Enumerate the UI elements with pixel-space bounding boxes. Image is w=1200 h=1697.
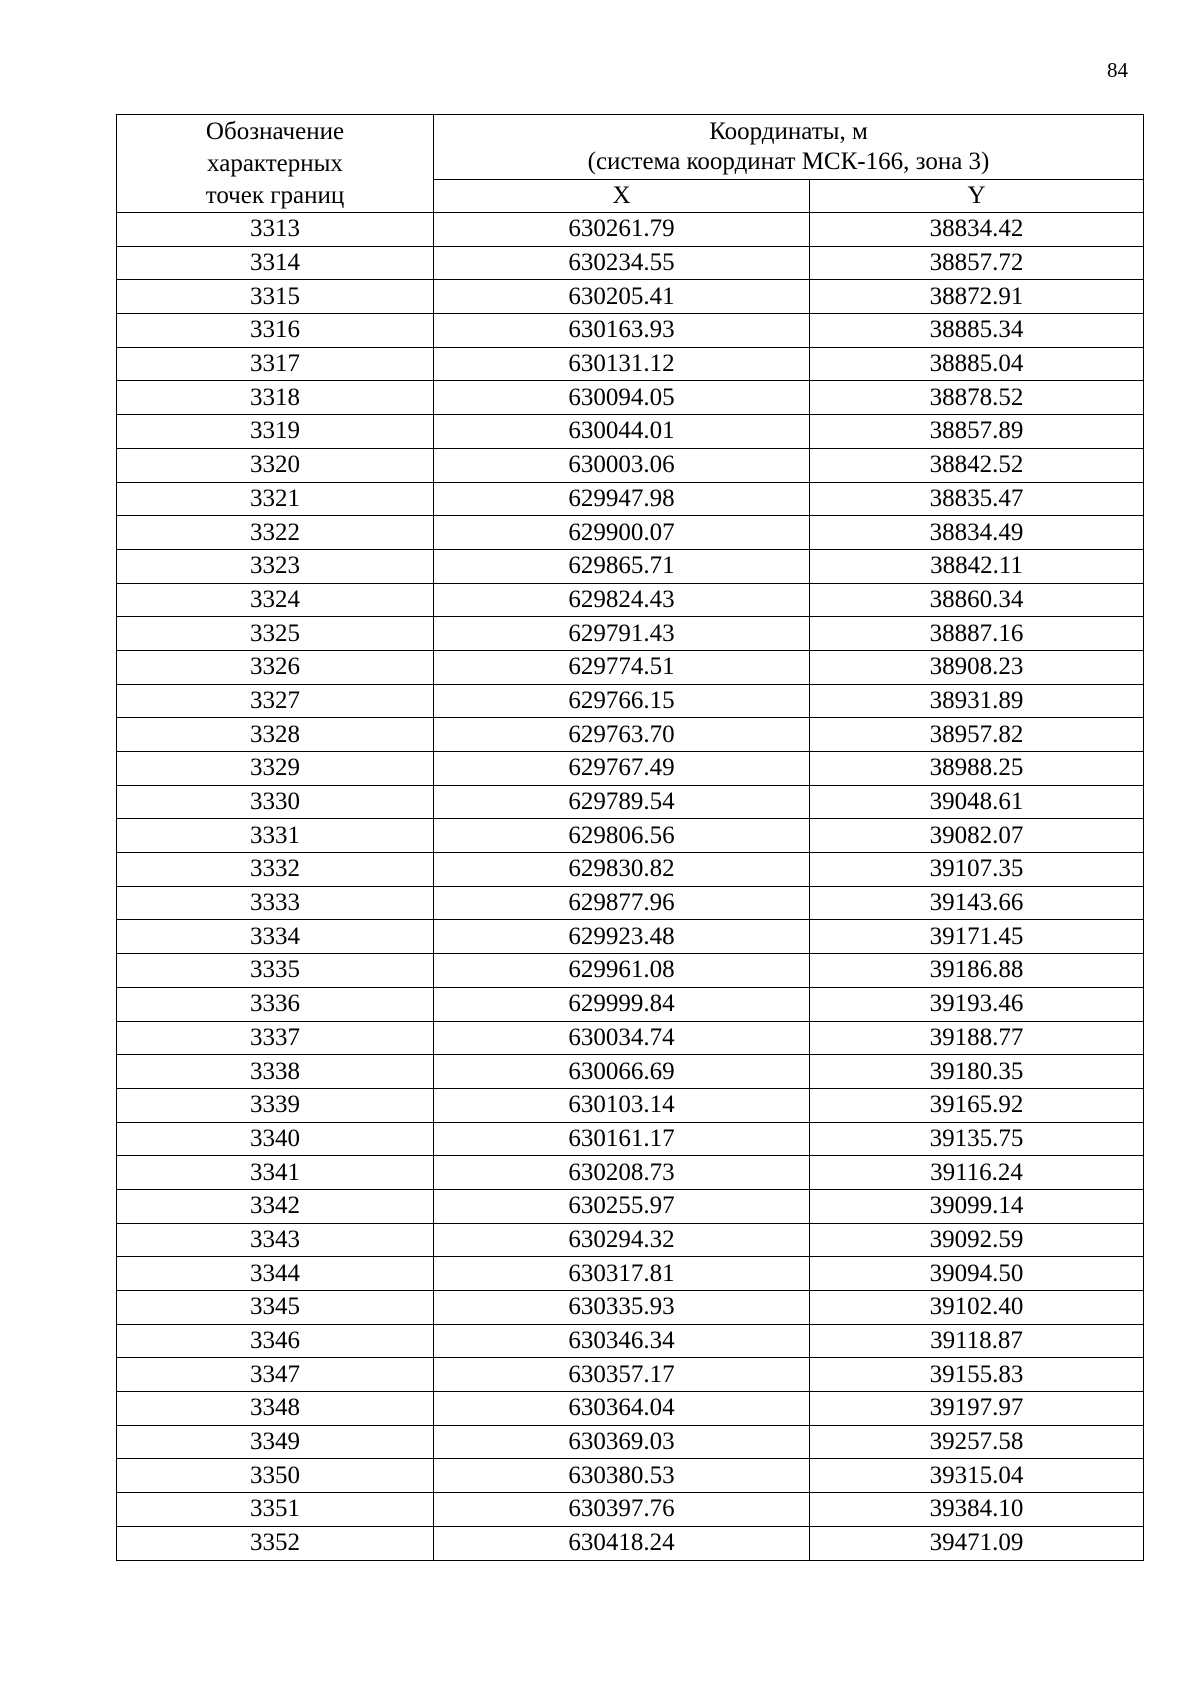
y-coordinate-cell: 39257.58: [810, 1425, 1144, 1459]
y-coordinate-cell: 39165.92: [810, 1088, 1144, 1122]
point-id-cell: 3316: [117, 314, 434, 348]
table-header: [117, 115, 1144, 213]
x-coordinate-cell: 630066.69: [434, 1055, 810, 1089]
table-row: [117, 280, 1144, 314]
x-coordinate-cell: 630294.32: [434, 1223, 810, 1257]
y-coordinate-cell: 38860.34: [810, 583, 1144, 617]
y-coordinate-cell: 38842.11: [810, 549, 1144, 583]
x-coordinate-cell: 629865.71: [434, 549, 810, 583]
table-row: [117, 1526, 1144, 1560]
table-row: [117, 583, 1144, 617]
coordinates-table: [116, 114, 1144, 1561]
point-id-cell: 3315: [117, 280, 434, 314]
x-coordinate-cell: 630418.24: [434, 1526, 810, 1560]
x-coordinate-cell: 630234.55: [434, 246, 810, 280]
x-coordinate-cell: 630369.03: [434, 1425, 810, 1459]
coordinates-header-line-2: (система координат МСК-166, зона 3): [587, 148, 990, 175]
point-id-cell: 3333: [117, 886, 434, 920]
y-coordinate-cell: 39197.97: [810, 1392, 1144, 1426]
point-id-cell: 3327: [117, 684, 434, 718]
table-row: [117, 516, 1144, 550]
x-coordinate-cell: 630034.74: [434, 1021, 810, 1055]
point-id-cell: 3334: [117, 920, 434, 954]
y-coordinate-cell: 39315.04: [810, 1459, 1144, 1493]
point-id-cell: 3330: [117, 785, 434, 819]
point-id-cell: 3332: [117, 853, 434, 887]
y-coordinate-cell: 39171.45: [810, 920, 1144, 954]
table-row: [117, 886, 1144, 920]
table-row: [117, 1156, 1144, 1190]
y-coordinate-cell: 39107.35: [810, 853, 1144, 887]
point-designation-header: [117, 115, 434, 213]
x-coordinate-cell: 629806.56: [434, 819, 810, 853]
y-coordinate-cell: 38834.49: [810, 516, 1144, 550]
x-coordinate-cell: 629789.54: [434, 785, 810, 819]
page-number: 84: [1107, 58, 1128, 82]
x-coordinate-cell: 629947.98: [434, 482, 810, 516]
x-coordinate-cell: 629830.82: [434, 853, 810, 887]
x-coordinate-cell: 629961.08: [434, 954, 810, 988]
header-row-top: [117, 115, 1144, 180]
table-row: [117, 1021, 1144, 1055]
x-coordinate-cell: 630094.05: [434, 381, 810, 415]
y-coordinate-cell: 38887.16: [810, 617, 1144, 651]
x-coordinate-cell: 630255.97: [434, 1189, 810, 1223]
table-row: [117, 718, 1144, 752]
point-id-cell: 3314: [117, 246, 434, 280]
table-row: [117, 617, 1144, 651]
x-coordinate-cell: 629767.49: [434, 752, 810, 786]
point-id-cell: 3317: [117, 347, 434, 381]
point-id-cell: 3342: [117, 1189, 434, 1223]
point-id-cell: 3319: [117, 415, 434, 449]
y-coordinate-cell: 38885.04: [810, 347, 1144, 381]
point-id-cell: 3346: [117, 1324, 434, 1358]
x-coordinate-cell: 630335.93: [434, 1291, 810, 1325]
x-coordinate-cell: 630346.34: [434, 1324, 810, 1358]
coordinates-header-line-1: Координаты, м: [709, 118, 868, 145]
y-coordinate-cell: 38834.42: [810, 213, 1144, 247]
table-row: [117, 415, 1144, 449]
y-coordinate-cell: 38908.23: [810, 650, 1144, 684]
y-coordinate-cell: 39092.59: [810, 1223, 1144, 1257]
y-coordinate-cell: 39186.88: [810, 954, 1144, 988]
point-id-cell: 3313: [117, 213, 434, 247]
table-row: [117, 381, 1144, 415]
table-row: [117, 549, 1144, 583]
y-coordinate-cell: 39135.75: [810, 1122, 1144, 1156]
x-coordinate-cell: 630205.41: [434, 280, 810, 314]
table-row: [117, 347, 1144, 381]
x-coordinate-cell: 630131.12: [434, 347, 810, 381]
y-coordinate-cell: 39384.10: [810, 1493, 1144, 1527]
table-row: [117, 785, 1144, 819]
point-id-cell: 3325: [117, 617, 434, 651]
point-header-line-1: Обозначение: [205, 117, 345, 145]
x-coordinate-cell: 630261.79: [434, 213, 810, 247]
table-row: [117, 987, 1144, 1021]
point-id-cell: 3336: [117, 987, 434, 1021]
x-coordinate-cell: 630364.04: [434, 1392, 810, 1426]
point-id-cell: 3348: [117, 1392, 434, 1426]
table-row: [117, 1392, 1144, 1426]
y-coordinate-cell: 39471.09: [810, 1526, 1144, 1560]
point-id-cell: 3328: [117, 718, 434, 752]
table-row: [117, 1189, 1144, 1223]
y-coordinate-cell: 39048.61: [810, 785, 1144, 819]
point-id-cell: 3349: [117, 1425, 434, 1459]
table-row: [117, 448, 1144, 482]
table-row: [117, 819, 1144, 853]
x-coordinate-cell: 630317.81: [434, 1257, 810, 1291]
y-coordinate-cell: 38872.91: [810, 280, 1144, 314]
table-row: [117, 954, 1144, 988]
x-column-header: X: [434, 180, 810, 213]
y-coordinate-cell: 38842.52: [810, 448, 1144, 482]
point-id-cell: 3338: [117, 1055, 434, 1089]
coordinates-header: [434, 115, 1144, 180]
table-row: [117, 482, 1144, 516]
point-id-cell: 3323: [117, 549, 434, 583]
x-coordinate-cell: 630357.17: [434, 1358, 810, 1392]
y-column-header: Y: [810, 180, 1144, 213]
point-id-cell: 3324: [117, 583, 434, 617]
y-coordinate-cell: 38857.89: [810, 415, 1144, 449]
table-row: [117, 1088, 1144, 1122]
point-id-cell: 3340: [117, 1122, 434, 1156]
y-coordinate-cell: 39180.35: [810, 1055, 1144, 1089]
point-id-cell: 3320: [117, 448, 434, 482]
point-id-cell: 3350: [117, 1459, 434, 1493]
x-coordinate-cell: 629824.43: [434, 583, 810, 617]
table-row: [117, 752, 1144, 786]
y-coordinate-cell: 39102.40: [810, 1291, 1144, 1325]
x-coordinate-cell: 629774.51: [434, 650, 810, 684]
point-id-cell: 3329: [117, 752, 434, 786]
y-coordinate-cell: 39082.07: [810, 819, 1144, 853]
x-coordinate-cell: 629999.84: [434, 987, 810, 1021]
table-body: [117, 213, 1144, 1561]
point-id-cell: 3347: [117, 1358, 434, 1392]
point-id-cell: 3335: [117, 954, 434, 988]
y-coordinate-cell: 38835.47: [810, 482, 1144, 516]
y-coordinate-cell: 39143.66: [810, 886, 1144, 920]
table-row: [117, 1257, 1144, 1291]
y-coordinate-cell: 39193.46: [810, 987, 1144, 1021]
x-coordinate-cell: 630208.73: [434, 1156, 810, 1190]
point-id-cell: 3322: [117, 516, 434, 550]
point-id-cell: 3339: [117, 1088, 434, 1122]
x-coordinate-cell: 629923.48: [434, 920, 810, 954]
y-coordinate-cell: 38857.72: [810, 246, 1144, 280]
point-id-cell: 3344: [117, 1257, 434, 1291]
table-row: [117, 1425, 1144, 1459]
table-row: [117, 1223, 1144, 1257]
table-row: [117, 1055, 1144, 1089]
table-row: [117, 1324, 1144, 1358]
point-id-cell: 3318: [117, 381, 434, 415]
table-row: [117, 1493, 1144, 1527]
x-coordinate-cell: 630003.06: [434, 448, 810, 482]
x-coordinate-cell: 630380.53: [434, 1459, 810, 1493]
y-coordinate-cell: 39118.87: [810, 1324, 1144, 1358]
x-coordinate-cell: 630161.17: [434, 1122, 810, 1156]
table-row: [117, 1358, 1144, 1392]
x-coordinate-cell: 629763.70: [434, 718, 810, 752]
y-coordinate-cell: 39155.83: [810, 1358, 1144, 1392]
table-row: [117, 213, 1144, 247]
point-id-cell: 3331: [117, 819, 434, 853]
point-id-cell: 3352: [117, 1526, 434, 1560]
y-coordinate-cell: 39099.14: [810, 1189, 1144, 1223]
point-id-cell: 3326: [117, 650, 434, 684]
y-coordinate-cell: 38957.82: [810, 718, 1144, 752]
y-coordinate-cell: 38885.34: [810, 314, 1144, 348]
y-coordinate-cell: 39188.77: [810, 1021, 1144, 1055]
table-row: [117, 1291, 1144, 1325]
y-coordinate-cell: 39094.50: [810, 1257, 1144, 1291]
point-id-cell: 3321: [117, 482, 434, 516]
y-coordinate-cell: 39116.24: [810, 1156, 1144, 1190]
x-coordinate-cell: 630044.01: [434, 415, 810, 449]
x-coordinate-cell: 630103.14: [434, 1088, 810, 1122]
table-row: [117, 246, 1144, 280]
x-coordinate-cell: 629900.07: [434, 516, 810, 550]
table-row: [117, 1122, 1144, 1156]
table-row: [117, 920, 1144, 954]
table-row: [117, 684, 1144, 718]
table-row: [117, 853, 1144, 887]
point-header-line-2: характерных: [207, 149, 343, 177]
table-row: [117, 314, 1144, 348]
table-row: [117, 1459, 1144, 1493]
point-id-cell: 3341: [117, 1156, 434, 1190]
point-header-line-3: точек границ: [205, 181, 345, 209]
y-coordinate-cell: 38878.52: [810, 381, 1144, 415]
x-coordinate-cell: 629877.96: [434, 886, 810, 920]
y-coordinate-cell: 38931.89: [810, 684, 1144, 718]
x-coordinate-cell: 630163.93: [434, 314, 810, 348]
point-id-cell: 3343: [117, 1223, 434, 1257]
y-coordinate-cell: 38988.25: [810, 752, 1144, 786]
point-id-cell: 3345: [117, 1291, 434, 1325]
point-id-cell: 3337: [117, 1021, 434, 1055]
x-coordinate-cell: 629766.15: [434, 684, 810, 718]
table-row: [117, 650, 1144, 684]
point-id-cell: 3351: [117, 1493, 434, 1527]
x-coordinate-cell: 629791.43: [434, 617, 810, 651]
x-coordinate-cell: 630397.76: [434, 1493, 810, 1527]
